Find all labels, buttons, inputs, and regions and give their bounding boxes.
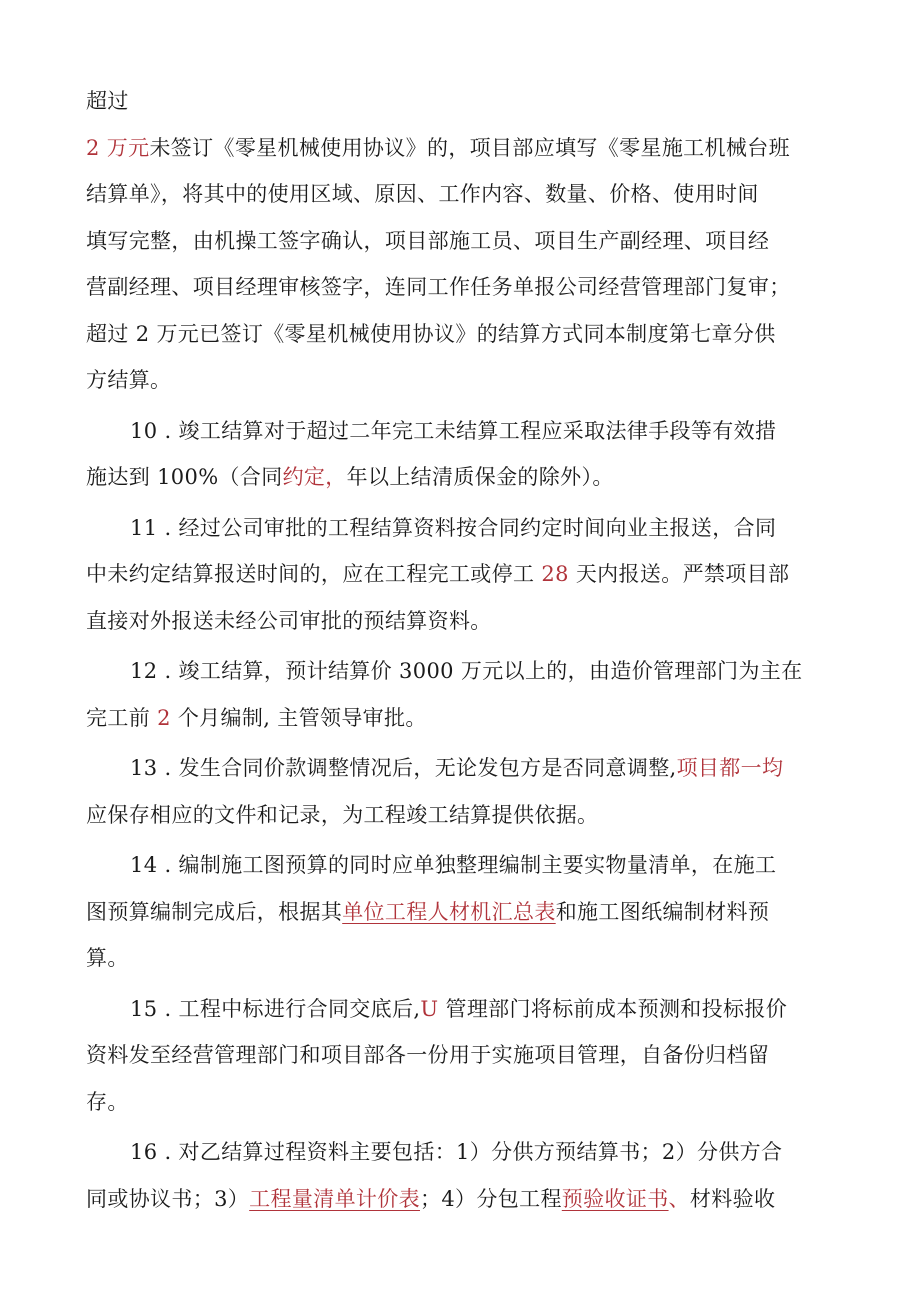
body-text: 和施工图纸编制材料预 [555, 899, 770, 924]
highlighted-text: U [420, 996, 439, 1021]
highlighted-text: 、 [668, 1186, 690, 1211]
body-text: 超过 2 万元已签订《零星机械使用协议》的结算方式同本制度第七章分供 [86, 321, 776, 346]
body-text: 材料验收 [689, 1186, 776, 1211]
document-page [86, 78, 838, 1222]
underlined-highlighted-text: 工程量清单计价表 [249, 1186, 420, 1211]
text-line [86, 171, 838, 218]
body-text: 中未约定结算报送时间的，应在工程完工或停工 [86, 562, 542, 586]
text-line [86, 792, 838, 839]
body-text: 同或协议书；3） [86, 1186, 250, 1211]
body-text: 10 . 竣工结算对于超过二年完工未结算工程应采取法律手段等有效措 [130, 418, 777, 443]
body-text: 15 . 工程中标进行合同交底后, [130, 996, 421, 1021]
body-text: 个月编制, 主管领导审批。 [170, 705, 427, 730]
underlined-highlighted-text: 单位工程人材机汇总表 [342, 899, 556, 924]
body-text: 填写完整，由机操工签字确认，项目部施工员、项目生产副经理、项目经 [86, 228, 770, 253]
body-text: 施达到 100%（合同 [86, 465, 283, 489]
body-text: 年以上结清质保金的除外）。 [346, 465, 614, 489]
body-text: 未签订《零星机械使用协议》的，项目部应填写《零星施工机械台班 [149, 135, 790, 160]
text-line [86, 125, 838, 172]
body-text: 16 . 对乙结算过程资料主要包括：1）分供方预结算书；2）分供方合 [130, 1140, 783, 1164]
body-text: 应保存相应的文件和记录，为工程竣工结算提供依据。 [86, 802, 599, 827]
text-line [86, 935, 838, 982]
body-text: 管理部门将标前成本预测和投标报价 [438, 996, 788, 1021]
body-text: 12 . 竣工结算，预计结算价 3000 万元以上的，由造价管理部门为主在 [130, 659, 803, 683]
body-text: 存。 [86, 1089, 129, 1114]
text-line [86, 1176, 838, 1223]
body-text: 天内报送。严禁项目部 [568, 562, 790, 586]
text-line [86, 264, 838, 311]
body-text: 营副经理、项目经理审核签字，连同工作任务单报公司经营管理部门复审； [86, 275, 791, 299]
body-text: 11 . 经过公司审批的工程结算资料按合同约定时间向业主报送，合同 [130, 515, 777, 540]
body-text: 超过 [86, 89, 129, 113]
text-line [86, 986, 838, 1033]
text-line [86, 551, 838, 598]
text-line [86, 454, 838, 501]
text-line [86, 889, 838, 936]
body-text: 算。 [86, 946, 129, 970]
text-line [86, 357, 838, 404]
body-text: 资料发至经营管理部门和项目部各一份用于实施项目管理，自备份归档留 [86, 1043, 770, 1067]
highlighted-text: 28 [541, 562, 569, 586]
highlighted-text: 约定， [282, 465, 347, 489]
body-text: 方结算。 [86, 368, 172, 392]
body-text: 图预算编制完成后，根据其 [86, 899, 343, 924]
text-line [86, 1129, 838, 1176]
text-line [86, 598, 838, 645]
text-line [86, 695, 838, 742]
underlined-highlighted-text: 预验收证书 [561, 1186, 669, 1211]
highlighted-text: 2 [157, 705, 171, 730]
body-text: 结算单》，将其中的使用区域、原因、工作内容、数量、价格、使用时间 [86, 182, 759, 206]
text-line [86, 842, 838, 889]
text-line [86, 1079, 838, 1126]
text-line [86, 648, 838, 695]
text-line [86, 1032, 838, 1079]
body-text: 13 . 发生合同价款调整情况后，无论发包方是否同意调整, [130, 756, 677, 780]
text-line [86, 78, 838, 125]
highlighted-text: 项目都一均 [676, 756, 784, 780]
text-line [86, 505, 838, 552]
body-text: 14 . 编制施工图预算的同时应单独整理编制主要实物量清单，在施工 [130, 853, 777, 877]
body-text: 直接对外报送未经公司审批的预结算资料。 [86, 608, 492, 633]
body-text: ；4）分包工程 [419, 1186, 562, 1211]
text-line [86, 218, 838, 265]
body-text: 完工前 [86, 705, 158, 730]
text-line [86, 311, 838, 358]
highlighted-text: 2 万元 [86, 135, 150, 160]
text-line [86, 408, 838, 455]
text-line [86, 745, 838, 792]
